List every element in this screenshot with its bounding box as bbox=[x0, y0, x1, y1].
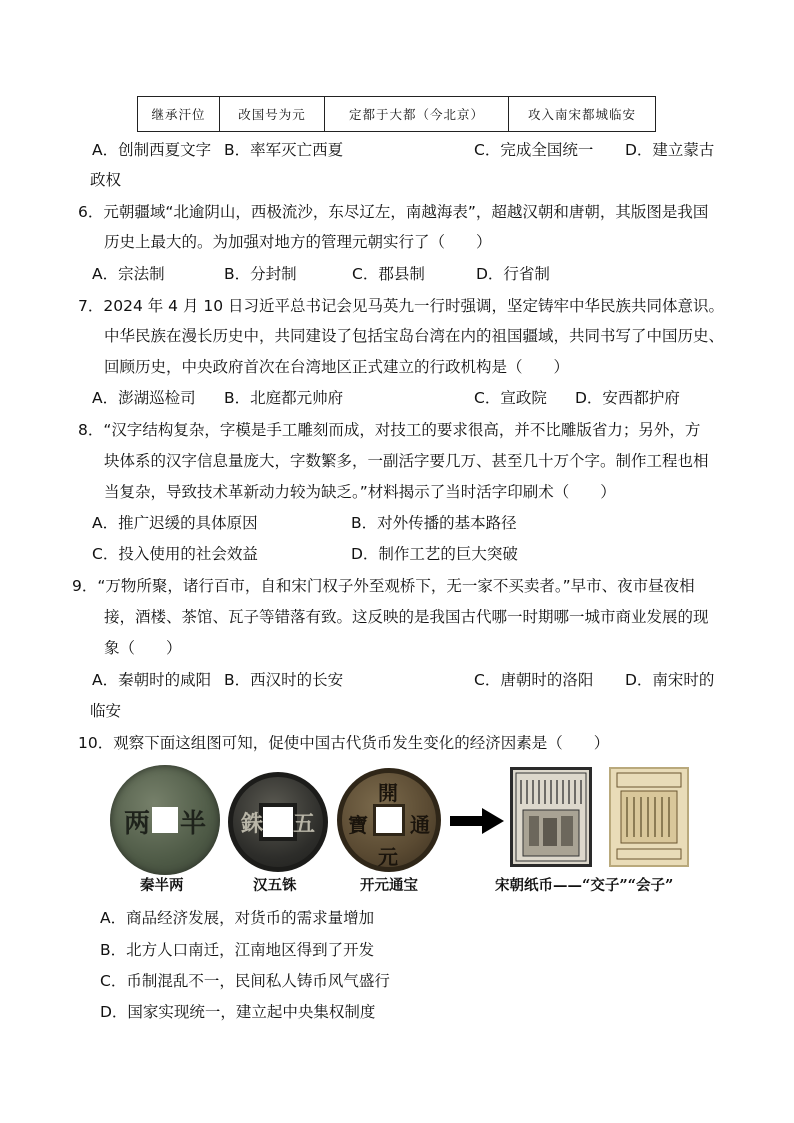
q6-stem-line2: 历史上最大的。为加强对地方的管理元朝实行了（ ） bbox=[104, 233, 492, 251]
q8-option-a: A．推广迟缓的具体原因 bbox=[92, 514, 258, 532]
q7-stem-line2: 中华民族在漫长历史中，共同建设了包括宝岛台湾在内的祖国疆域，共同书写了中国历史、 bbox=[104, 327, 725, 345]
huizi-paper-money-image bbox=[609, 767, 689, 867]
q9-option-d: D．南宋时的 bbox=[625, 671, 715, 689]
q10-option-b: B．北方人口南迁，江南地区得到了开发 bbox=[100, 941, 375, 959]
table-cell: 攻入南宋都城临安 bbox=[527, 107, 636, 122]
jiaozi-paper-money-image bbox=[510, 767, 592, 867]
table-cell: 继承汗位 bbox=[138, 97, 220, 131]
q5-option-d-wrap: 政权 bbox=[90, 171, 122, 189]
q10-option-a: A．商品经济发展，对货币的需求量增加 bbox=[100, 909, 375, 927]
q10-option-d: D．国家实现统一，建立起中央集权制度 bbox=[100, 1003, 376, 1021]
right-arrow-icon bbox=[450, 808, 504, 834]
q5-option-b: B．率军灭亡西夏 bbox=[224, 141, 344, 159]
table-cell: 改国号为元 bbox=[220, 97, 325, 131]
table-cell: 定都于大都（今北京） bbox=[325, 97, 509, 131]
q9-option-a: A．秦朝时的咸阳 bbox=[92, 671, 212, 689]
q9-option-d-wrap: 临安 bbox=[90, 702, 122, 720]
q9-option-c: C．唐朝时的洛阳 bbox=[474, 671, 594, 689]
caption-han-wuzhu: 汉五铢 bbox=[253, 877, 297, 894]
q7-option-d: D．安西都护府 bbox=[575, 389, 680, 407]
q7-option-b: B．北庭都元帅府 bbox=[224, 389, 344, 407]
q7-option-a: A．澎湖巡检司 bbox=[92, 389, 196, 407]
q9-stem-line3: 象（ ） bbox=[104, 639, 182, 657]
q5-option-a: A．创制西夏文字 bbox=[92, 141, 212, 159]
q10-stem: 10．观察下面这组图可知，促使中国古代货币发生变化的经济因素是（ ） bbox=[78, 734, 610, 752]
caption-song-paper-money: 宋朝纸币——“交子”“会子” bbox=[495, 877, 674, 894]
q10-option-c: C．币制混乱不一，民间私人铸币风气盛行 bbox=[100, 972, 390, 990]
q8-option-b: B．对外传播的基本路径 bbox=[351, 514, 517, 532]
caption-qin-banliang: 秦半两 bbox=[140, 877, 184, 894]
top-table bbox=[137, 96, 656, 132]
q6-option-c: C．郡县制 bbox=[352, 265, 425, 283]
qin-banliang-coin-image: 两 半 bbox=[110, 765, 220, 875]
q9-stem-line1: 9．“万物所聚，诸行百市，自和宋门权子外至观桥下，无一家不买卖者。”早市、夜市昼夜相 bbox=[72, 577, 695, 595]
q8-option-c: C．投入使用的社会效益 bbox=[92, 545, 258, 563]
kaiyuan-tongbao-coin-image: 開 通 寶 元 bbox=[337, 768, 441, 872]
q5-option-c: C．完成全国统一 bbox=[474, 141, 594, 159]
q6-option-b: B．分封制 bbox=[224, 265, 297, 283]
caption-kaiyuan-tongbao: 开元通宝 bbox=[360, 877, 418, 894]
han-wuzhu-coin-image: 銖 五 bbox=[228, 772, 328, 872]
q6-option-a: A．宗法制 bbox=[92, 265, 165, 283]
q8-option-d: D．制作工艺的巨大突破 bbox=[351, 545, 518, 563]
q8-stem-line3: 当复杂，导致技术革新动力较为缺乏。”材料揭示了当时活字印刷术（ ） bbox=[104, 483, 616, 501]
q7-stem-line1: 7．2024 年 4 月 10 日习近平总书记会见马英九一行时强调，坚定铸牢中华民族共同体意识。 bbox=[78, 297, 725, 315]
q7-stem-line3: 回顾历史，中央政府首次在台湾地区正式建立的行政机构是（ ） bbox=[104, 358, 570, 376]
q5-option-d: D．建立蒙古 bbox=[625, 141, 715, 159]
q6-stem-line1: 6．元朝疆域“北逾阴山，西极流沙，东尽辽左，南越海表”，超越汉朝和唐朝，其版图是我国 bbox=[78, 203, 709, 221]
q9-stem-line2: 接，酒楼、茶馆、瓦子等错落有致。这反映的是我国古代哪一时期哪一城市商业发展的现 bbox=[104, 608, 709, 626]
q7-option-c: C．宣政院 bbox=[474, 389, 547, 407]
q8-stem-line2: 块体系的汉字信息量庞大，字数繁多，一副活字要几万、甚至几十万个字。制作工程也相 bbox=[104, 452, 709, 470]
q8-stem-line1: 8．“汉字结构复杂，字模是手工雕刻而成，对技工的要求很高，并不比雕版省力；另外，方 bbox=[78, 421, 701, 439]
q6-option-d: D．行省制 bbox=[476, 265, 550, 283]
q9-option-b: B．西汉时的长安 bbox=[224, 671, 344, 689]
